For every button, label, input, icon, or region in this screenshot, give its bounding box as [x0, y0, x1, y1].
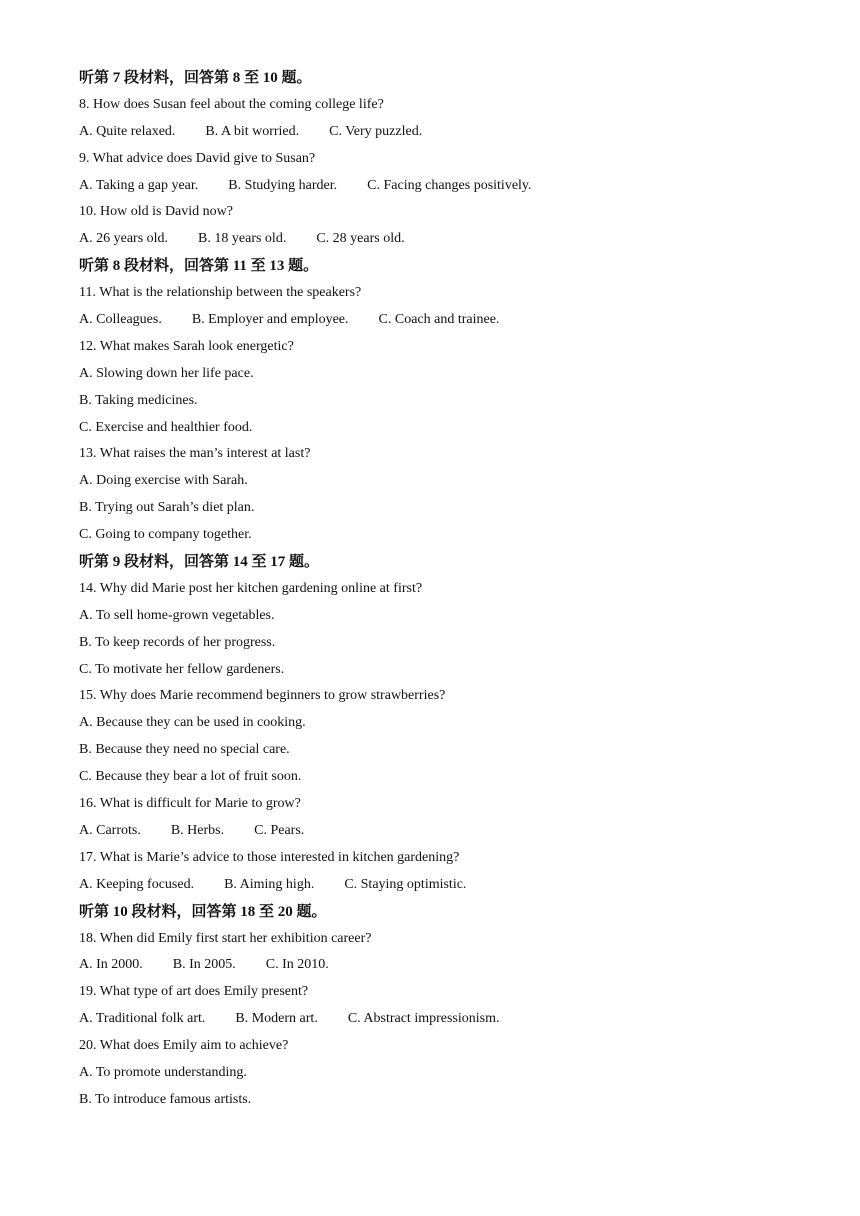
answer-option: B. To keep records of her progress.: [79, 634, 276, 650]
answer-option: C. 28 years old.: [316, 231, 405, 247]
answer-option: C. Going to company together.: [79, 527, 252, 543]
answer-option: C. Exercise and healthier food.: [79, 419, 253, 435]
answer-option: B. Trying out Sarah’s diet plan.: [79, 500, 255, 516]
answer-option: A. To sell home-grown vegetables.: [79, 607, 275, 623]
question-text: 20. What does Emily aim to achieve?: [79, 1038, 289, 1054]
section: [79, 899, 779, 1114]
question-text: 16. What is difficult for Marie to grow?: [79, 796, 301, 812]
answer-option: C. Because they bear a lot of fruit soon.: [79, 769, 302, 785]
option-row: [79, 1006, 779, 1033]
question-text: 12. What makes Sarah look energetic?: [79, 338, 294, 354]
answer-option: A. Traditional folk art.: [79, 1011, 206, 1027]
option-row: [79, 818, 779, 845]
answer-option: B. Herbs.: [170, 822, 225, 838]
question-text: 14. Why did Marie post her kitchen gardening online at first?: [79, 580, 423, 596]
answer-option: C. Very puzzled.: [329, 123, 423, 139]
answer-option: C. Coach and trainee.: [378, 312, 500, 328]
answer-option: B. To introduce famous artists.: [79, 1091, 252, 1107]
option-row: [79, 173, 779, 200]
answer-option: A. Taking a gap year.: [79, 177, 199, 193]
answer-option: A. Doing exercise with Sarah.: [79, 473, 248, 489]
answer-option: B. In 2005.: [172, 957, 236, 973]
section: [79, 549, 779, 899]
question-text: 19. What type of art does Emily present?: [79, 984, 309, 1000]
answer-option: A. 26 years old.: [79, 231, 169, 247]
question-text: 9. What advice does David give to Susan?: [79, 150, 316, 166]
answer-option: B. Modern art.: [235, 1011, 318, 1027]
option-row: [79, 226, 779, 253]
answer-option: A. Colleagues.: [79, 312, 162, 328]
answer-option: B. 18 years old.: [198, 231, 287, 247]
answer-option: B. Employer and employee.: [191, 312, 349, 328]
section-heading: 听第 10 段材料，回答第 18 至 20 题。: [79, 903, 327, 920]
question-text: 8. How does Susan feel about the coming college life?: [79, 96, 384, 112]
answer-option: A. Slowing down her life pace.: [79, 365, 254, 381]
answer-option: A. Keeping focused.: [79, 876, 195, 892]
question-text: 17. What is Marie’s advice to those interested in kitchen gardening?: [79, 849, 460, 865]
question-text: 18. When did Emily first start her exhibition career?: [79, 930, 372, 946]
answer-option: C. In 2010.: [265, 957, 329, 973]
section-heading: 听第 9 段材料，回答第 14 至 17 题。: [79, 554, 320, 571]
answer-option: B. Taking medicines.: [79, 392, 198, 408]
answer-option: A. Carrots.: [79, 822, 141, 838]
section-heading: 听第 8 段材料，回答第 11 至 13 题。: [79, 258, 319, 275]
answer-option: A. To promote understanding.: [79, 1064, 247, 1080]
section: [79, 253, 779, 549]
answer-option: A. Quite relaxed.: [79, 123, 176, 139]
section-heading: 听第 7 段材料，回答第 8 至 10 题。: [79, 70, 312, 86]
answer-option: A. Because they can be used in cooking.: [79, 715, 306, 731]
question-text: 13. What raises the man’s interest at last?: [79, 446, 311, 462]
answer-option: B. Studying harder.: [228, 177, 338, 193]
answer-option: C. Facing changes positively.: [367, 177, 532, 193]
exam-page: [79, 65, 779, 1114]
section: [79, 65, 779, 253]
answer-option: C. To motivate her fellow gardeners.: [79, 661, 285, 677]
answer-option: C. Staying optimistic.: [344, 876, 467, 892]
option-row: [79, 119, 779, 146]
option-row: [79, 872, 779, 899]
answer-option: B. A bit worried.: [205, 123, 300, 139]
question-text: 10. How old is David now?: [79, 204, 233, 220]
question-text: 11. What is the relationship between the speakers?: [79, 285, 362, 301]
question-text: 15. Why does Marie recommend beginners to grow strawberries?: [79, 688, 446, 704]
option-row: [79, 307, 779, 334]
answer-option: B. Aiming high.: [224, 876, 315, 892]
answer-option: C. Pears.: [254, 822, 305, 838]
option-row: [79, 952, 779, 979]
answer-option: A. In 2000.: [79, 957, 143, 973]
answer-option: C. Abstract impressionism.: [347, 1011, 500, 1027]
answer-option: B. Because they need no special care.: [79, 742, 290, 758]
